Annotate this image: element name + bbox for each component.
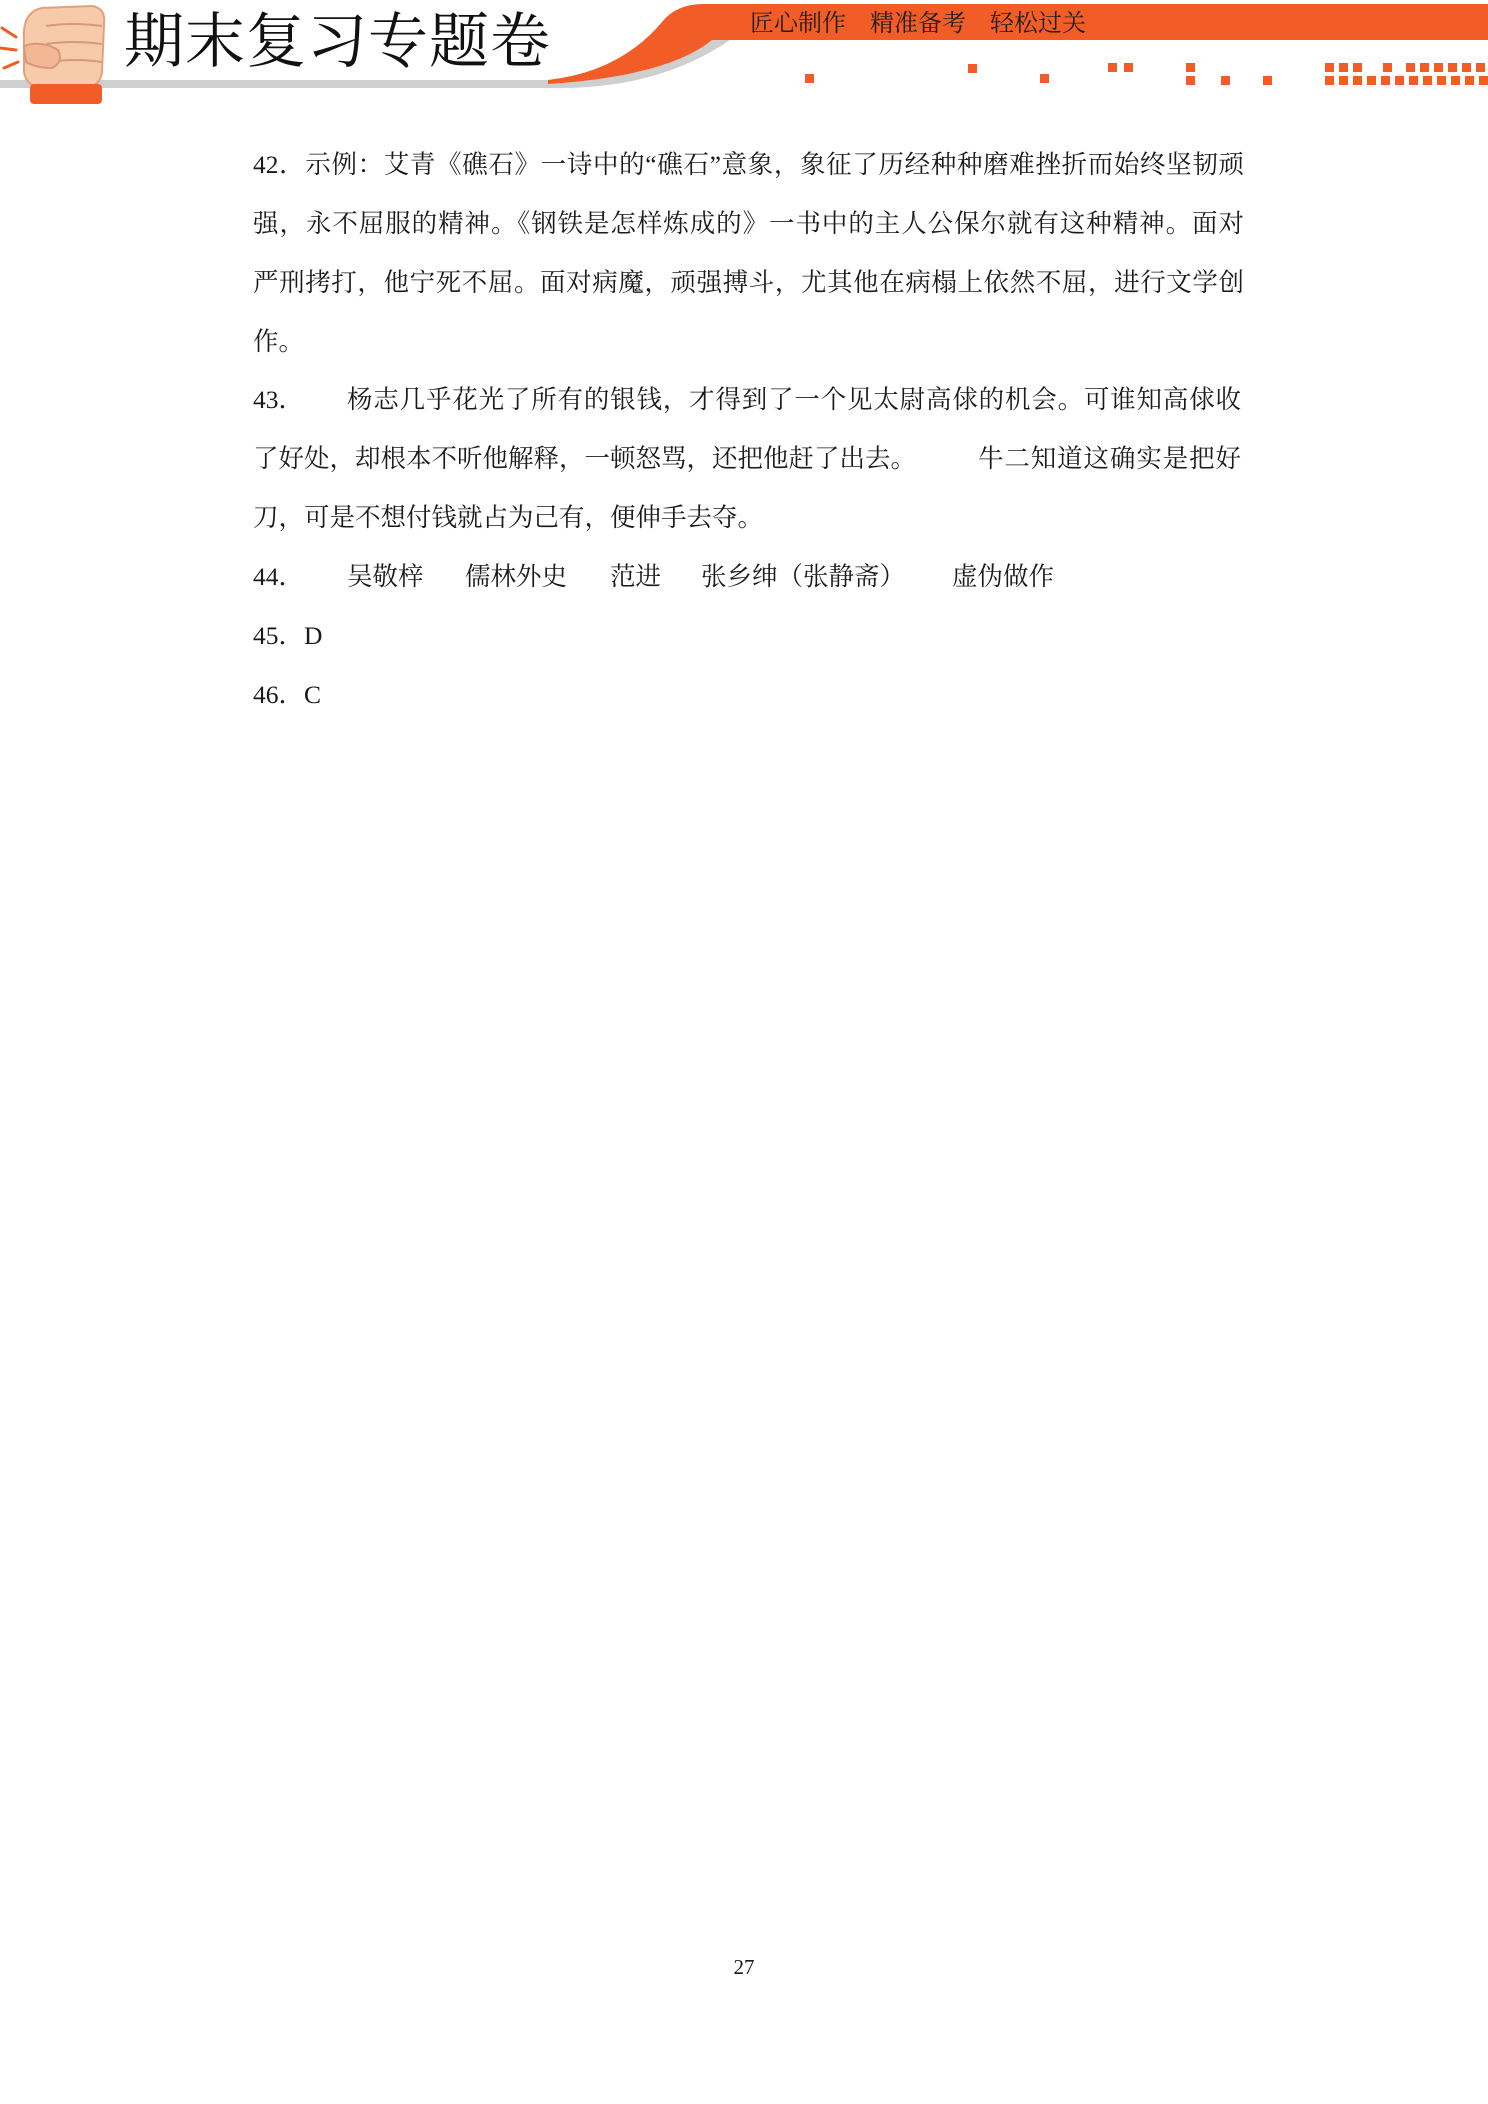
- answer-choice: C: [304, 680, 322, 709]
- page-header: [0, 0, 1488, 110]
- answer-text: 了好处，却根本不听他解释，一顿怒骂，还把他赶了出去。: [253, 444, 917, 473]
- answer-43-row-2: [0, 429, 1488, 488]
- slogan-item: 精准备考: [870, 9, 966, 37]
- answer-text: 作。: [253, 327, 305, 356]
- answer-text: 严刑拷打，他宁死不屈。面对病魔，顽强搏斗，尤其他在病榻上依然不屈，进行文学创: [253, 268, 1244, 297]
- answer-42-row-2: [0, 194, 1488, 253]
- decor-square: [1325, 76, 1334, 85]
- answer-item: 张乡绅（张静斋）: [701, 562, 906, 591]
- decor-square: [1409, 76, 1418, 85]
- decor-square: [968, 64, 977, 73]
- decor-square: [1479, 76, 1488, 85]
- decor-square: [1448, 63, 1457, 72]
- answer-number: 46．: [253, 680, 305, 709]
- answer-number: 43．: [253, 385, 305, 414]
- answer-text: 杨志几乎花光了所有的银钱，才得到了一个见太尉高俅的机会。可谁知高俅收: [347, 385, 1241, 414]
- decor-square: [1339, 76, 1348, 85]
- answer-42-row-4: [0, 312, 1488, 371]
- answer-46-line: [253, 665, 321, 724]
- answer-item: 吴敬梓: [347, 562, 424, 591]
- decor-square: [1108, 63, 1117, 72]
- answer-42-line-1: [253, 135, 1244, 194]
- decor-square: [1124, 63, 1133, 72]
- decor-square-pattern: [805, 63, 1488, 85]
- answer-43: [0, 370, 1488, 429]
- decor-square: [1381, 76, 1390, 85]
- answer-item: 范进: [610, 562, 662, 591]
- decor-square: [1465, 76, 1474, 85]
- answer-46: [0, 665, 1488, 724]
- answer-item: 虚伪做作: [952, 562, 1055, 591]
- decor-square: [1383, 63, 1392, 72]
- decor-square: [1437, 76, 1446, 85]
- answer-number: 44．: [253, 562, 305, 591]
- decor-square: [1367, 76, 1376, 85]
- decor-square: [1353, 76, 1362, 85]
- decor-square: [1462, 63, 1471, 72]
- answer-choice: D: [304, 621, 323, 650]
- decor-square: [1325, 63, 1334, 72]
- decor-square: [1339, 63, 1348, 72]
- decor-square: [1434, 63, 1443, 72]
- decor-square: [1186, 76, 1195, 85]
- answer-number: 42．: [253, 150, 306, 179]
- decor-square: [1451, 76, 1460, 85]
- decor-square: [1420, 63, 1429, 72]
- header-slogans: [750, 6, 1086, 40]
- decor-square: [1395, 76, 1404, 85]
- answer-45-line: [253, 606, 322, 665]
- slogan-item: 匠心制作: [750, 9, 846, 37]
- answer-text: 示例：艾青《礁石》一诗中的“礁石”意象，象征了历经种种磨难挫折而始终坚韧顽: [305, 150, 1244, 179]
- answer-42-row-3: [0, 253, 1488, 312]
- decor-square: [1353, 63, 1362, 72]
- answer-item: 儒林外史: [465, 562, 568, 591]
- decor-square: [1186, 63, 1195, 72]
- decor-square: [1423, 76, 1432, 85]
- answer-42: [0, 135, 1488, 194]
- page-number: 27: [733, 1955, 755, 1979]
- decor-square: [1406, 63, 1415, 72]
- decor-square: [1476, 63, 1485, 72]
- fist-icon: [0, 0, 120, 108]
- answer-text: 强，永不屈服的精神。《钢铁是怎样炼成的》一书中的主人公保尔就有这种精神。面对: [253, 209, 1244, 238]
- decor-square: [1040, 74, 1049, 83]
- decor-square: [805, 74, 814, 83]
- answer-45: [0, 606, 1488, 665]
- decor-square: [1263, 76, 1272, 85]
- answer-text: 刀，可是不想付钱就占为己有，便伸手去夺。: [253, 503, 764, 532]
- answer-44: [0, 547, 1488, 606]
- answer-text: 牛二知道这确实是把好: [978, 444, 1241, 473]
- answer-43-row-3: [0, 488, 1488, 547]
- decor-square: [1221, 76, 1230, 85]
- answer-number: 45．: [253, 621, 305, 650]
- slogan-item: 轻松过关: [990, 9, 1086, 37]
- page-title: 期末复习专题卷: [124, 7, 551, 77]
